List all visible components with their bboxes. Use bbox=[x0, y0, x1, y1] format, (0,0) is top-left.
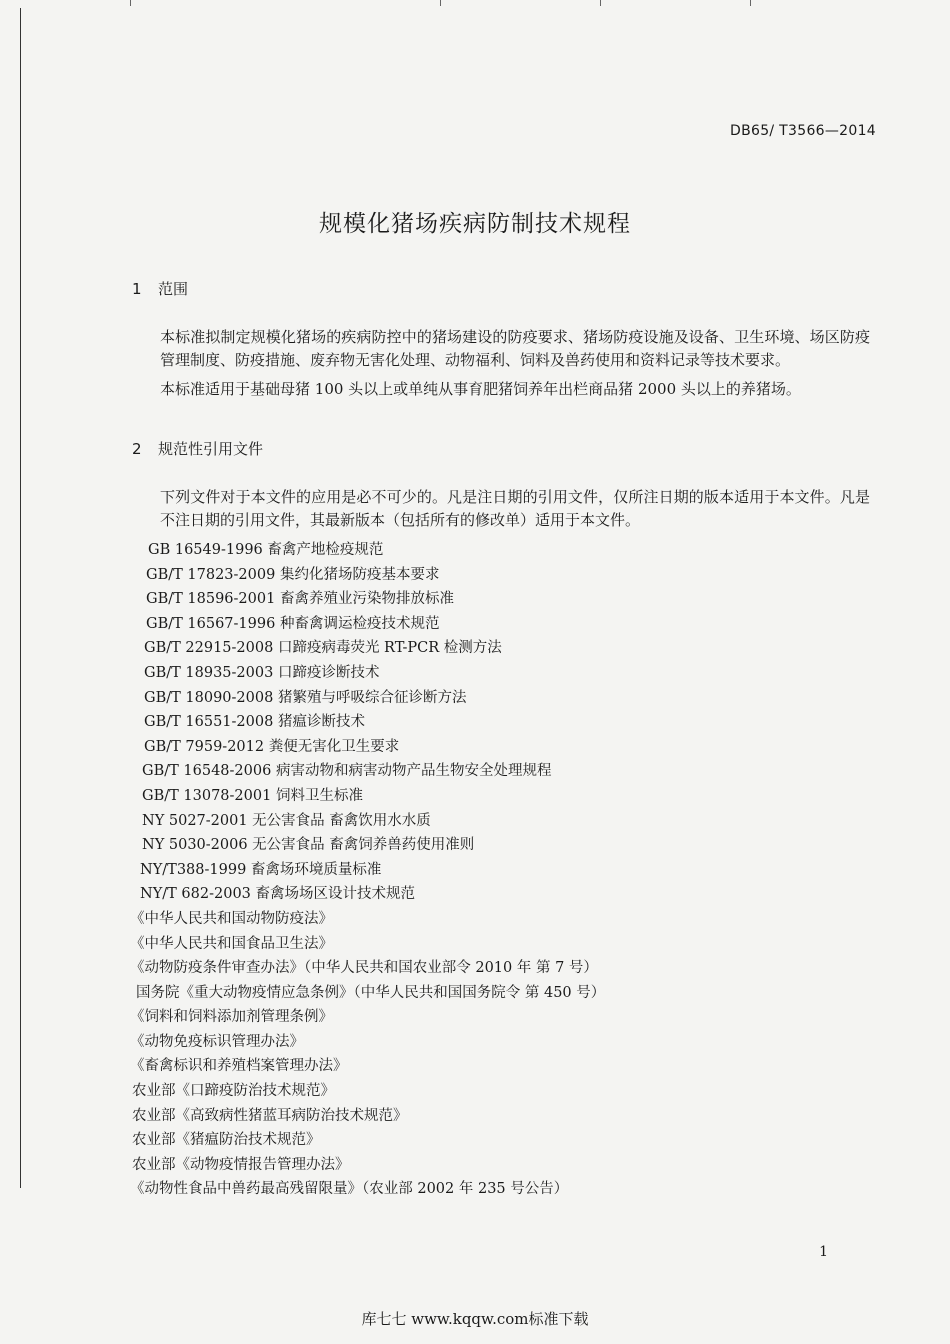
reference-item: 《畜禽标识和养殖档案管理办法》 bbox=[130, 1058, 348, 1075]
reference-item: GB/T 7959-2012 粪便无害化卫生要求 bbox=[144, 738, 400, 755]
reference-item: 《饲料和饲料添加剂管理条例》 bbox=[130, 1009, 333, 1026]
reference-item: GB/T 17823-2009 集约化猪场防疫基本要求 bbox=[146, 566, 440, 583]
reference-item: GB/T 16548-2006 病害动物和病害动物产品生物安全处理规程 bbox=[142, 763, 552, 780]
scan-mark bbox=[440, 0, 441, 6]
reference-item: GB/T 18935-2003 口蹄疫诊断技术 bbox=[144, 664, 380, 681]
reference-item: GB/T 18090-2008 猪繁殖与呼吸综合征诊断方法 bbox=[144, 689, 467, 706]
reference-item: NY/T 682-2003 畜禽场场区设计技术规范 bbox=[140, 886, 416, 903]
section-2-heading bbox=[132, 438, 263, 459]
reference-item: GB/T 22915-2008 口蹄疫病毒荧光 RT-PCR 检测方法 bbox=[144, 640, 502, 657]
reference-item: GB/T 13078-2001 饲料卫生标准 bbox=[142, 787, 363, 804]
reference-item: GB/T 18596-2001 畜禽养殖业污染物排放标准 bbox=[146, 591, 454, 608]
reference-item: 国务院《重大动物疫情应急条例》（中华人民共和国国务院令 第 450 号） bbox=[136, 984, 606, 1001]
left-margin-line bbox=[20, 8, 21, 1188]
reference-item: GB/T 16567-1996 种畜禽调运检疫技术规范 bbox=[146, 615, 440, 632]
section-title: 范围 bbox=[158, 280, 189, 298]
section-title: 规范性引用文件 bbox=[158, 440, 264, 458]
reference-list bbox=[130, 538, 850, 1202]
reference-item: 农业部《动物疫情报告管理办法》 bbox=[132, 1156, 350, 1173]
reference-item: 《动物免疫标识管理办法》 bbox=[130, 1033, 304, 1050]
document-title: 规模化猪场疾病防制技术规程 bbox=[319, 211, 631, 237]
scan-mark bbox=[750, 0, 751, 6]
page-number: 1 bbox=[819, 1244, 828, 1260]
paragraph: 本标准适用于基础母猪 100 头以上或单纯从事育肥猪饲养年出栏商品猪 2000 头以上的养猪场。 bbox=[160, 380, 801, 398]
reference-item: 农业部《高致病性猪蓝耳病防治技术规范》 bbox=[132, 1107, 408, 1124]
section-1-body bbox=[130, 326, 870, 401]
reference-item: GB/T 16551-2008 猪瘟诊断技术 bbox=[144, 714, 365, 731]
footer-watermark: 库七七 www.kqqw.com标准下载 bbox=[361, 1310, 589, 1328]
reference-item: 《动物性食品中兽药最高残留限量》（农业部 2002 年 235 号公告） bbox=[130, 1181, 569, 1198]
reference-item: 《中华人民共和国食品卫生法》 bbox=[130, 935, 333, 952]
reference-item: 《动物防疫条件审查办法》（中华人民共和国农业部令 2010 年 第 7 号） bbox=[130, 960, 598, 977]
reference-item: 农业部《猪瘟防治技术规范》 bbox=[132, 1132, 321, 1149]
scan-mark bbox=[600, 0, 601, 6]
section-2-intro bbox=[130, 486, 870, 532]
reference-item: NY/T388-1999 畜禽场环境质量标准 bbox=[140, 861, 382, 878]
reference-item: NY 5030-2006 无公害食品 畜禽饲养兽药使用准则 bbox=[142, 837, 475, 854]
document-code: DB65/ T3566—2014 bbox=[730, 123, 876, 139]
reference-item: 农业部《口蹄疫防治技术规范》 bbox=[132, 1083, 335, 1100]
paragraph: 本标准拟制定规模化猪场的疾病防控中的猪场建设的防疫要求、猪场防疫设施及设备、卫生环境、场区防疫管理制度、防疫措施、废弃物无害化处理、动物福利、饲料及兽药使用和资料记录等技术要求。 bbox=[160, 328, 870, 369]
reference-item: GB 16549-1996 畜禽产地检疫规范 bbox=[148, 542, 384, 558]
section-number: 2 bbox=[132, 440, 142, 458]
paragraph: 下列文件对于本文件的应用是必不可少的。凡是注日期的引用文件，仅所注日期的版本适用于本文件。凡是不注日期的引用文件，其最新版本（包括所有的修改单）适用于本文件。 bbox=[160, 488, 870, 529]
reference-item: NY 5027-2001 无公害食品 畜禽饮用水水质 bbox=[142, 812, 431, 829]
section-1-heading bbox=[132, 278, 188, 299]
scan-mark bbox=[130, 0, 131, 6]
reference-item: 《中华人民共和国动物防疫法》 bbox=[130, 910, 333, 927]
section-number: 1 bbox=[132, 280, 142, 298]
